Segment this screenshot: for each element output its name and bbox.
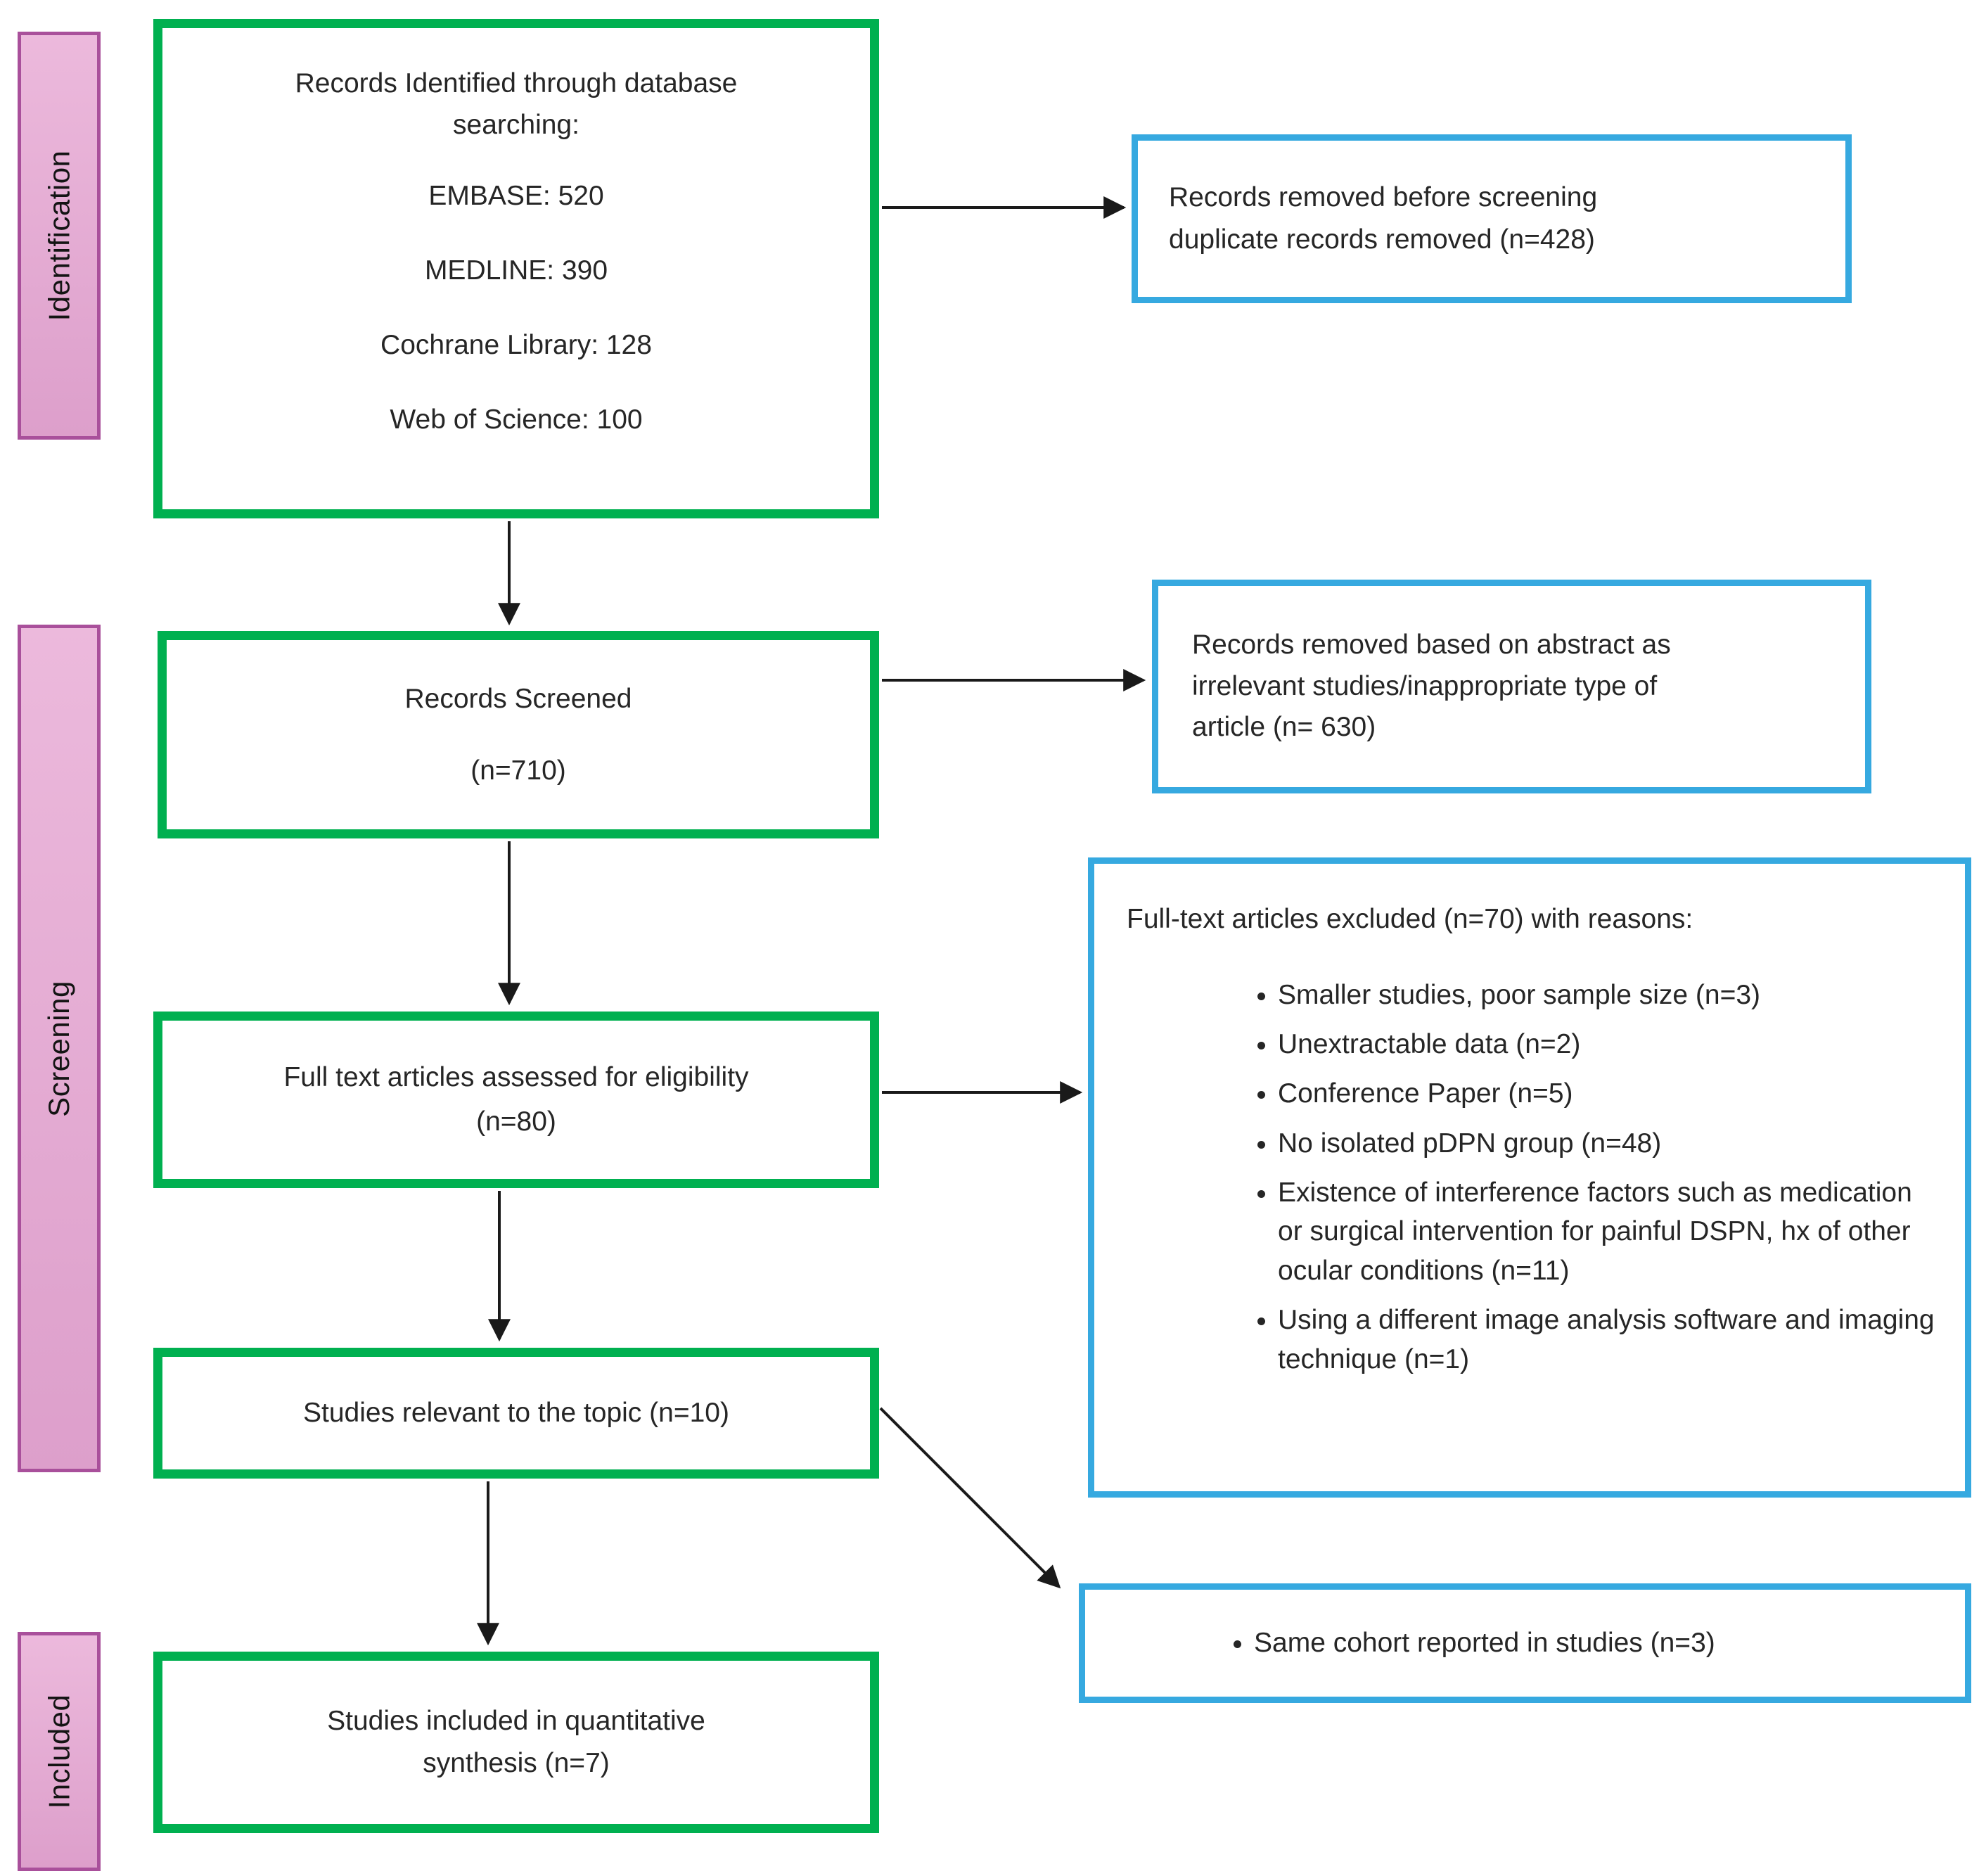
fulltext-excluded-title: Full-text articles excluded (n=70) with reasons: [1127,904,1693,934]
stage-label-identification [18,32,101,440]
records-identified-title-line1: Records Identified through database [295,68,738,98]
excluded-reason: • Using a different image analysis software and imaging technique (n=1) [1278,1301,1937,1379]
excluded-reason: • Conference Paper (n=5) [1278,1074,1937,1113]
stage-label-screening-text: Screening [42,980,75,1117]
excluded-reason: • Existence of interference factors such as medication or surgical intervention for painful DSPN, hx of other ocular conditions (n=11) [1278,1173,1937,1290]
arrow-relevant-to-same-cohort [880,1408,1059,1587]
source-cochrane: Cochrane Library: 128 [380,330,652,360]
box-studies-included [153,1652,879,1833]
excluded-reason: • No isolated pDPN group (n=48) [1278,1124,1937,1163]
box-studies-relevant [153,1348,879,1479]
stage-label-included [18,1632,101,1871]
studies-relevant-text: Studies relevant to the topic (n=10) [303,1398,729,1428]
excluded-reason: • Smaller studies, poor sample size (n=3) [1278,976,1937,1014]
stage-label-identification-text: Identification [42,150,76,321]
records-screened-line1: Records Screened [404,683,632,714]
box-records-removed-before-screening [1132,134,1852,303]
fulltext-assessed-count: (n=80) [476,1106,556,1137]
removed-before-line1: Records removed before screening [1169,181,1598,212]
source-medline: MEDLINE: 390 [424,255,608,286]
same-cohort-reason: • Same cohort reported in studies (n=3) [1254,1624,1965,1663]
studies-included-line2: synthesis (n=7) [423,1748,610,1778]
stage-label-screening [18,625,101,1472]
source-web-of-science: Web of Science: 100 [390,404,643,435]
box-same-cohort [1079,1583,1971,1703]
records-identified-title [295,63,738,146]
box-records-removed-abstract [1152,580,1871,793]
excluded-reason: • Unextractable data (n=2) [1278,1025,1937,1064]
fulltext-assessed-line1: Full text articles assessed for eligibility [283,1062,749,1093]
fulltext-excluded-reason-list [1127,976,1937,1379]
studies-included-line1: Studies included in quantitative [327,1705,705,1736]
removed-abstract-line2: irrelevant studies/inappropriate type of [1192,670,1658,701]
removed-abstract-line1: Records removed based on abstract as [1192,630,1671,661]
box-fulltext-excluded [1088,857,1971,1498]
source-embase: EMBASE: 520 [428,181,604,211]
removed-before-line2: duplicate records removed (n=428) [1169,224,1595,255]
removed-abstract-line3: article (n= 630) [1192,712,1376,743]
records-screened-count: (n=710) [470,755,566,786]
same-cohort-reason-list [1085,1624,1965,1663]
stage-label-included-text: Included [42,1694,76,1809]
records-identified-title-line2: searching: [453,109,579,140]
box-fulltext-assessed [153,1012,879,1188]
box-records-identified [153,19,879,518]
box-records-screened [158,631,879,838]
